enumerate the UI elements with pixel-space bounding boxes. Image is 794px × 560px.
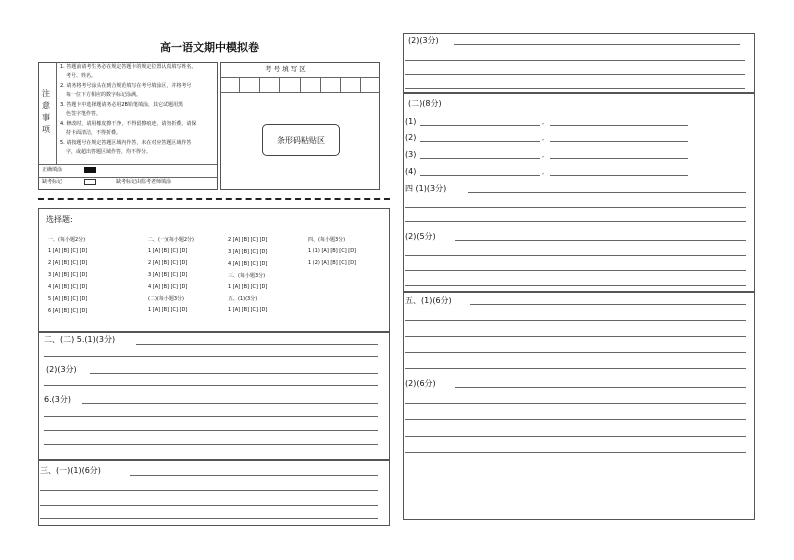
mc-row: 5 [A] [B] [C] [D] <box>48 296 88 302</box>
mc-row: 2 [A] [B] [C] [D] <box>48 260 88 266</box>
r-q-2-6-label: (2)(6分) <box>405 379 436 388</box>
q-2-2-5-1-label: 二、(二) 5.(1)(3分) <box>44 335 116 344</box>
answer-line[interactable] <box>136 344 378 345</box>
r-q-2-label: (2)(3分) <box>408 36 439 45</box>
mc-row: 1 (2) [A] [B] [C] [D] <box>308 260 357 266</box>
mc-row: 1 [A] [B] [C] [D] <box>148 307 188 313</box>
answer-line[interactable] <box>40 518 378 519</box>
answer-line[interactable] <box>405 336 746 337</box>
answer-line[interactable] <box>454 44 740 45</box>
mc-col-4: 四、(每小题3分) 1 (1) [A] [B] [C] [D] 1 (2) [A] [B] [C] [D] <box>308 238 356 273</box>
blank-label: (3) <box>405 150 417 159</box>
q-2-label: (2)(3分) <box>46 365 77 374</box>
q-6-label: 6.(3分) <box>44 395 71 404</box>
answer-line[interactable] <box>420 175 540 176</box>
answer-line[interactable] <box>44 430 378 431</box>
answer-line[interactable] <box>455 240 746 241</box>
answer-line[interactable] <box>405 74 745 75</box>
answer-line[interactable] <box>405 285 746 286</box>
answer-line[interactable] <box>405 352 746 353</box>
right-answer-box-3 <box>403 292 755 520</box>
mc-row: 4 [A] [B] [C] [D] <box>148 284 188 290</box>
mc-row: 1 (1) [A] [B] [C] [D] <box>308 248 357 254</box>
answer-line[interactable] <box>405 436 746 437</box>
mc-col-2: 二、(一)(每小题2分) 1 [A] [B] [C] [D] 2 [A] [B] [C] [D] 3 [A] [B] [C] [D] 4 [A] [B] [C] [D] (二)(每小题3分) 1 [A] [B] [C] [D] <box>148 238 194 320</box>
mc-col-3: 2 [A] [B] [C] [D] 3 [A] [B] [C] [D] 4 [A] [B] [C] [D] 三、(每小题3分) 1 [A] [B] [C] [D] 五、(1)(3分) 1 [A] [B] [C] [D] <box>228 238 267 320</box>
mc-row: 4 [A] [B] [C] [D] <box>48 284 88 290</box>
mc-row: 1 [A] [B] [C] [D] <box>148 248 188 254</box>
answer-line[interactable] <box>550 141 688 142</box>
right-answer-box-1 <box>403 33 755 93</box>
mc-row: 6 [A] [B] [C] [D] <box>48 308 88 314</box>
answer-line[interactable] <box>405 255 746 256</box>
answer-line[interactable] <box>405 221 746 222</box>
barcode-area <box>262 124 340 156</box>
r-q-er-label: (二)(8分) <box>408 99 442 108</box>
blank-label: (2) <box>405 133 417 142</box>
answer-line[interactable] <box>455 387 746 388</box>
r-q-2-5-label: (2)(5分) <box>405 232 436 241</box>
missing-mark-label: 缺考标记 <box>42 179 63 185</box>
answer-line[interactable] <box>550 125 688 126</box>
mc-row: 1 [A] [B] [C] [D] <box>228 307 268 313</box>
answer-line[interactable] <box>405 270 746 271</box>
mc-row: 3 [A] [B] [C] [D] <box>48 272 88 278</box>
answer-line[interactable] <box>405 452 746 453</box>
missing-mark-checkbox[interactable] <box>84 179 96 185</box>
answer-line[interactable] <box>468 192 746 193</box>
r-q-5-1-label: 五、(1)(6分) <box>405 296 452 305</box>
mc-row: 1 [A] [B] [C] [D] <box>48 248 88 254</box>
answer-line[interactable] <box>44 416 378 417</box>
answer-line[interactable] <box>405 419 746 420</box>
mc-heading: 选择题: <box>46 215 73 224</box>
exam-id-header: 考 号 填 写 区 <box>265 65 306 73</box>
answer-line[interactable] <box>44 356 378 357</box>
answer-line[interactable] <box>405 368 746 369</box>
answer-line[interactable] <box>550 175 688 176</box>
mc-col-1: 一、(每小题2分) 1 [A] [B] [C] [D] 2 [A] [B] [C] [D] 3 [A] [B] [C] [D] 4 [A] [B] [C] [D] 5 [A] [B] [C] [D] 6 [A] [B] [C] [D] <box>48 238 87 321</box>
answer-line[interactable] <box>405 88 745 89</box>
mc-row: 4 [A] [B] [C] [D] <box>228 261 268 267</box>
mc-row: 2 [A] [B] [C] [D] <box>228 237 268 243</box>
left-answer-box-1 <box>38 332 390 460</box>
barcode-label: 条形码粘贴区 <box>277 135 325 145</box>
page-title: 高一语文期中模拟卷 <box>160 41 259 54</box>
correct-fill-label: 正确填涂 <box>42 167 63 173</box>
answer-line[interactable] <box>40 505 378 506</box>
answer-line[interactable] <box>420 141 540 142</box>
q-3-1-1-label: 三、(一)(1)(6分) <box>40 466 101 475</box>
answer-line[interactable] <box>550 158 688 159</box>
answer-line[interactable] <box>405 320 746 321</box>
mc-row: 3 [A] [B] [C] [D] <box>228 249 268 255</box>
answer-line[interactable] <box>40 490 378 491</box>
blank-label: (1) <box>405 117 417 126</box>
missing-mark-note: 缺考标记由监考老师填涂 <box>116 179 172 185</box>
mc-row: 2 [A] [B] [C] [D] <box>148 260 188 266</box>
answer-line[interactable] <box>420 158 540 159</box>
cut-line <box>38 198 390 200</box>
correct-fill-sample <box>84 167 96 173</box>
notice-label: 注 意 事 项 <box>42 89 50 134</box>
answer-line[interactable] <box>130 475 378 476</box>
mc-row: 1 [A] [B] [C] [D] <box>228 284 268 290</box>
answer-line[interactable] <box>405 403 746 404</box>
mc-row: 3 [A] [B] [C] [D] <box>148 272 188 278</box>
answer-line[interactable] <box>420 125 540 126</box>
answer-line[interactable] <box>44 385 378 386</box>
answer-line[interactable] <box>405 60 745 61</box>
notice-items: 1. 答题前请考生务必在规定答题卡的规定位置认真填写姓名、 考号、姓名。 2. 请务将考号涂头在到合规范填写在考号填涂区，并将考号 每一位下方相应的数字标记涂满。 3. 答题卡中选择题请务必用2B铅笔填涂，其它试题用黑 色签字笔作答。 4. 修改时，请用橡皮擦干净，不得留擦痕迹，请勿折叠，请保 持卡面清洁，不得折叠。 5. 请按题号在规定答题区域内作答，未在对应答题区域作答 字，或超出答题区域作答，均不得分。 <box>60 64 197 155</box>
answer-line[interactable] <box>44 444 378 445</box>
exam-id-cells <box>220 77 380 92</box>
r-q-4-1-label: 四 (1)(3分) <box>405 184 447 193</box>
blank-label: (4) <box>405 167 417 176</box>
answer-line[interactable] <box>405 207 746 208</box>
answer-line[interactable] <box>82 403 378 404</box>
answer-line[interactable] <box>470 304 746 305</box>
answer-line[interactable] <box>90 373 378 374</box>
